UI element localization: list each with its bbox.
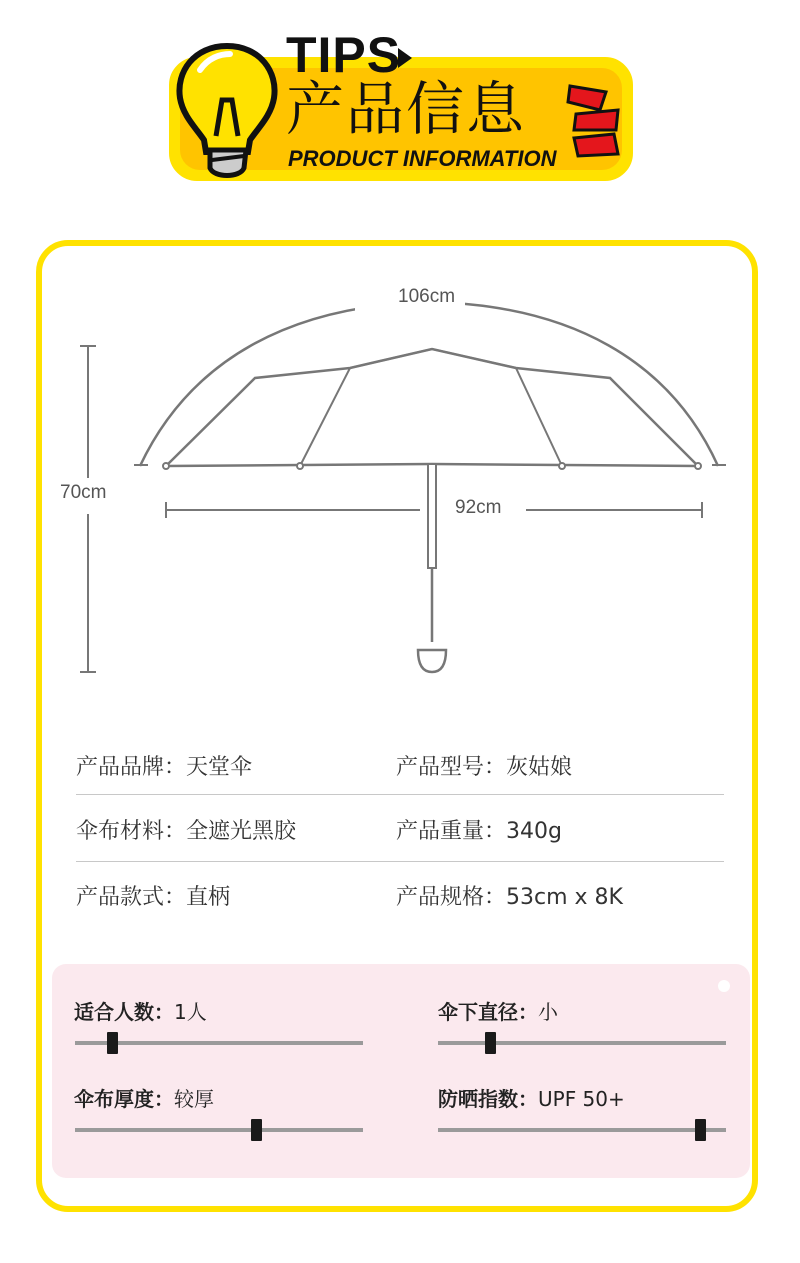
decorative-dot bbox=[718, 980, 730, 992]
spec-style: 产品款式：直柄 bbox=[76, 885, 231, 910]
rating-marker bbox=[251, 1119, 262, 1141]
spec-model: 产品型号：灰姑娘 bbox=[396, 755, 573, 780]
rating-bar-diameter bbox=[438, 1041, 726, 1045]
tips-label: TIPS bbox=[286, 27, 402, 83]
rating-label-capacity: 适合人数：1人 bbox=[74, 1000, 207, 1024]
spec-row bbox=[76, 814, 724, 874]
rating-bar-thickness bbox=[75, 1128, 363, 1132]
height-label: 70cm bbox=[60, 482, 107, 503]
spec-row bbox=[76, 750, 724, 810]
rating-label-uv: 防晒指数：UPF 50+ bbox=[438, 1087, 625, 1111]
arc-width-label: 106cm bbox=[398, 286, 456, 307]
rating-marker bbox=[485, 1032, 496, 1054]
rating-marker bbox=[695, 1119, 706, 1141]
rating-label-thickness: 伞布厚度：较厚 bbox=[74, 1087, 214, 1111]
lightbulb-icon bbox=[172, 40, 282, 186]
spec-brand: 产品品牌：天堂伞 bbox=[76, 755, 253, 780]
umbrella-diagram bbox=[50, 280, 750, 700]
spec-size: 产品规格：53cm x 8K bbox=[396, 885, 623, 910]
spec-weight: 产品重量：340g bbox=[396, 819, 562, 844]
page-subtitle: PRODUCT INFORMATION bbox=[288, 146, 557, 171]
rating-bar-uv bbox=[438, 1128, 726, 1132]
span-label: 92cm bbox=[455, 497, 502, 518]
rating-marker bbox=[107, 1032, 118, 1054]
rating-label-diameter: 伞下直径：小 bbox=[438, 1000, 558, 1024]
spec-row bbox=[76, 880, 724, 940]
page-title: 产品信息 bbox=[286, 75, 527, 143]
divider bbox=[76, 794, 724, 795]
rating-bar-capacity bbox=[75, 1041, 363, 1045]
divider bbox=[76, 861, 724, 862]
play-arrow-icon bbox=[398, 48, 412, 68]
spec-material: 伞布材料：全遮光黑胶 bbox=[76, 819, 297, 844]
emphasis-marks-icon bbox=[566, 82, 624, 158]
